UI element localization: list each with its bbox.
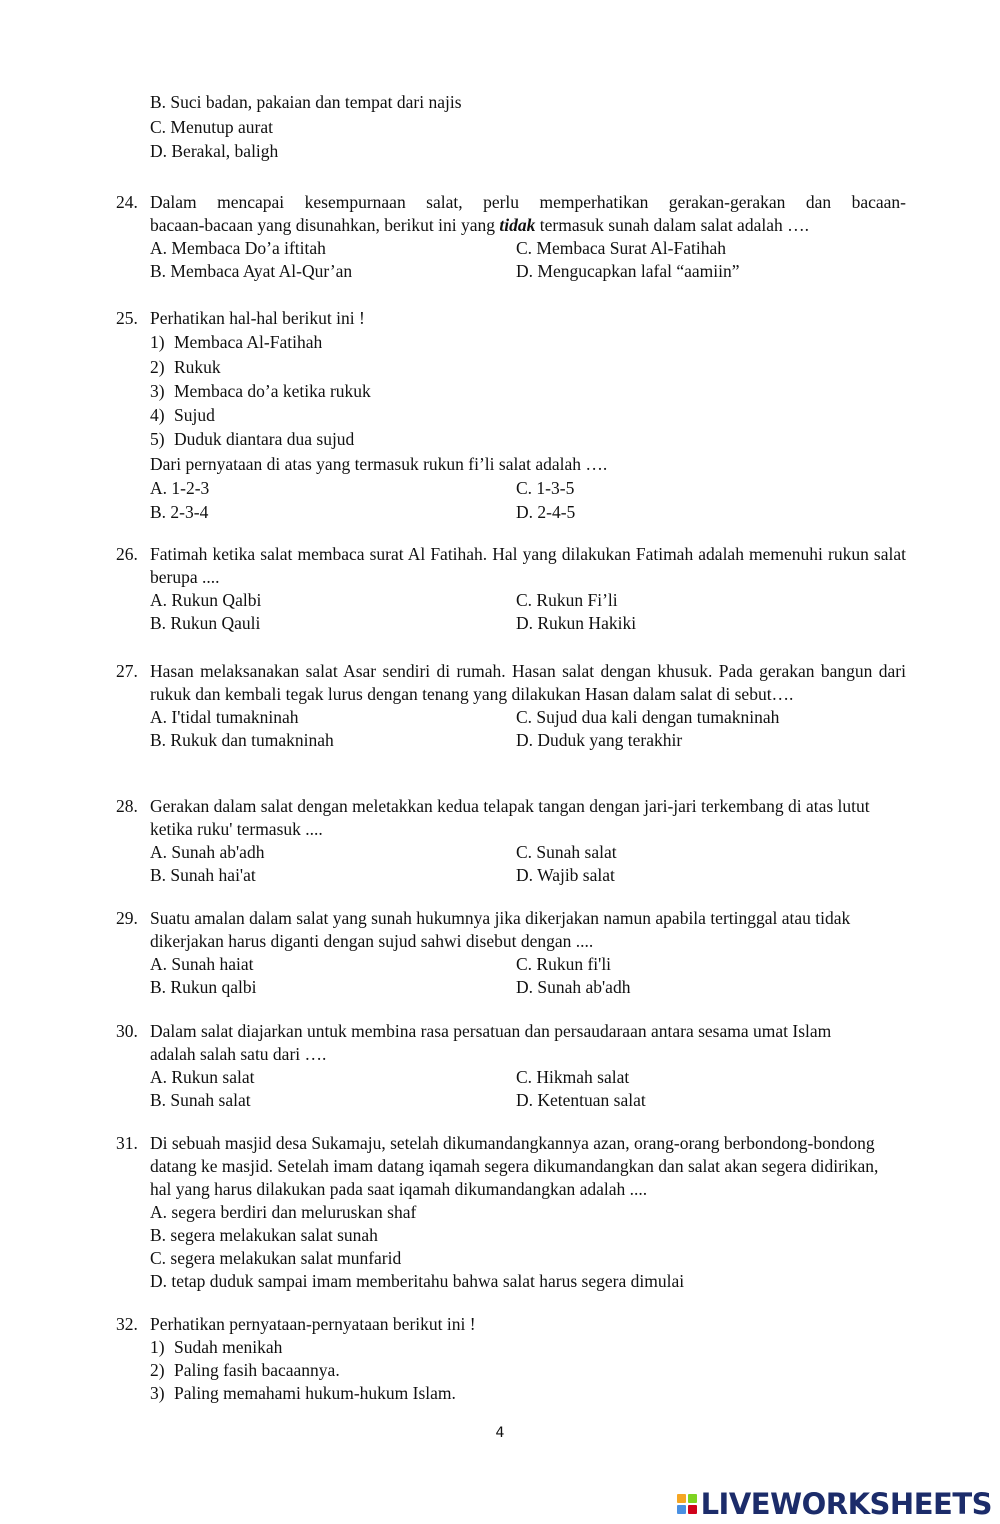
option-b: B. Rukun qalbi: [150, 977, 257, 997]
option-c: C. Sujud dua kali dengan tumakninah: [516, 707, 780, 727]
question-27: [116, 660, 906, 752]
option-a: A. Membaca Do’a iftitah: [150, 238, 326, 258]
option-a: A. segera berdiri dan meluruskan shaf: [150, 1202, 417, 1222]
question-stem: Fatimah ketika salat membaca surat Al Fatihah. Hal yang dilakukan Fatimah adalah memenuhi rukun salat berupa ....: [150, 544, 906, 587]
option-c: C. Menutup aurat: [150, 116, 273, 137]
option-a: A. Rukun Qalbi: [150, 590, 262, 610]
question-24: [116, 191, 906, 283]
option-c: C. segera melakukan salat munfarid: [150, 1248, 402, 1268]
question-number: 28.: [116, 796, 138, 816]
option-d: D. Duduk yang terakhir: [516, 730, 683, 750]
item-text: Membaca Al-Fatihah: [174, 332, 323, 353]
question-stem: Suatu amalan dalam salat yang sunah hukumnya jika dikerjakan namun apabila tertinggal atau tidak dikerjakan harus diganti dengan sujud sahwi disebut dengan ....: [150, 908, 851, 951]
list-item: [150, 355, 906, 379]
question-stem-line-1: Dalam mencapai kesempurnaan salat, perlu memperhatikan gerakan-gerakan dan bacaan-: [150, 192, 906, 212]
liveworksheets-logo-icon: [677, 1494, 697, 1514]
option-d: D. Mengucapkan lafal “aamiin”: [516, 261, 740, 281]
question-number: 29.: [116, 908, 138, 928]
option-d: D. Rukun Hakiki: [516, 613, 637, 633]
question-number: 26.: [116, 544, 138, 564]
question-stem: Di sebuah masjid desa Sukamaju, setelah dikumandangkannya azan, orang-orang berbondong-bondong datang ke masjid. Setelah imam datang iqamah segera dikumandangkan dan salat akan segera didirikan, hal yang harus dilakukan pada saat iqamah dikumandangkan adalah ....: [150, 1133, 879, 1199]
list-item: [150, 1382, 906, 1405]
item-text: Duduk diantara dua sujud: [174, 429, 355, 450]
page-number: 4: [495, 1425, 505, 1441]
question-number: 25.: [116, 308, 138, 328]
question-29: [116, 907, 906, 999]
question-28: [116, 795, 906, 887]
item-number: 3): [150, 380, 165, 401]
list-item: [150, 330, 906, 354]
stem-text: termasuk sunah dalam salat adalah ….: [539, 215, 809, 235]
item-text: Paling memahami hukum-hukum Islam.: [174, 1383, 456, 1403]
option-a: A. 1-2-3: [150, 478, 210, 499]
option-a: A. Sunah haiat: [150, 954, 254, 974]
question-number: 24.: [116, 192, 138, 212]
option-d: D. Ketentuan salat: [516, 1090, 646, 1110]
option-a: A. I'tidal tumakninah: [150, 707, 299, 727]
option-b: B. segera melakukan salat sunah: [150, 1225, 378, 1245]
question-stem: Hasan melaksanakan salat Asar sendiri di rumah. Hasan salat dengan khusuk. Pada gerakan bangun dari rukuk dan kembali tegak lurus dengan tenang yang dilakukan Hasan dalam salat di sebut….: [150, 661, 906, 704]
item-text: Sudah menikah: [174, 1337, 283, 1357]
question-30: [116, 1020, 906, 1112]
option-c: C. Hikmah salat: [516, 1067, 630, 1087]
question-number: 27.: [116, 661, 138, 681]
item-text: Sujud: [174, 405, 215, 426]
item-text: Paling fasih bacaannya.: [174, 1360, 340, 1380]
option-d: D. Berakal, baligh: [150, 141, 279, 161]
option-d: D. tetap duduk sampai imam memberitahu bahwa salat harus segera dimulai: [150, 1271, 685, 1291]
question-stem: Perhatikan pernyataan-pernyataan berikut ini !: [150, 1314, 476, 1334]
question-stem: Perhatikan hal-hal berikut ini !: [150, 308, 365, 328]
question-26: [116, 543, 906, 635]
item-text: Membaca do’a ketika rukuk: [174, 380, 371, 401]
option-d: D. 2-4-5: [516, 502, 576, 523]
question-31: [116, 1132, 906, 1293]
option-b: B. Sunah hai'at: [150, 865, 256, 885]
list-item: [150, 379, 906, 403]
option-a: A. Rukun salat: [150, 1067, 255, 1087]
option-a: A. Sunah ab'adh: [150, 842, 265, 862]
option-c: C. Membaca Surat Al-Fatihah: [516, 238, 726, 258]
question-stem-line-2: [150, 214, 906, 237]
previous-question-options: [150, 91, 462, 165]
question-follow-up: Dari pernyataan di atas yang termasuk rukun fi’li salat adalah ….: [150, 453, 608, 474]
item-number: 2): [150, 1360, 165, 1380]
item-number: 3): [150, 1383, 165, 1403]
list-item: [150, 1359, 906, 1382]
option-c: C. Rukun Fi’li: [516, 590, 618, 610]
stem-emphasis: tidak: [499, 215, 536, 235]
option-b: B. Rukun Qauli: [150, 613, 261, 633]
option-b: B. Sunah salat: [150, 1090, 251, 1110]
option-b: B. Membaca Ayat Al-Qur’an: [150, 261, 353, 281]
option-c: C. 1-3-5: [516, 478, 575, 499]
question-32: [116, 1313, 906, 1405]
brand-name: LIVEWORKSHEETS: [700, 1487, 992, 1521]
option-b: B. 2-3-4: [150, 502, 209, 523]
list-item: [150, 427, 906, 451]
list-item: [150, 1336, 906, 1359]
question-stem: Gerakan dalam salat dengan meletakkan kedua telapak tangan dengan jari-jari terkembang di atas lutut ketika ruku' termasuk ....: [150, 796, 870, 839]
option-b: B. Suci badan, pakaian dan tempat dari najis: [150, 92, 462, 112]
item-text: Rukuk: [174, 356, 221, 377]
liveworksheets-brand[interactable]: [677, 1489, 992, 1519]
item-number: 1): [150, 332, 165, 353]
option-d: D. Wajib salat: [516, 865, 615, 885]
option-c: C. Rukun fi'li: [516, 954, 612, 974]
option-d: D. Sunah ab'adh: [516, 977, 631, 997]
question-25: [116, 306, 906, 525]
option-c: C. Sunah salat: [516, 842, 617, 862]
question-number: 30.: [116, 1021, 138, 1041]
item-number: 4): [150, 405, 165, 426]
question-stem: Dalam salat diajarkan untuk membina rasa persatuan dan persaudaraan antara sesama umat Islam adalah salah satu dari ….: [150, 1021, 832, 1064]
question-number: 32.: [116, 1314, 138, 1334]
item-number: 2): [150, 356, 165, 377]
stem-text: bacaan-bacaan yang disunahkan, berikut ini yang: [150, 215, 496, 235]
item-number: 1): [150, 1337, 165, 1357]
question-number: 31.: [116, 1133, 138, 1153]
list-item: [150, 403, 906, 427]
option-b: B. Rukuk dan tumakninah: [150, 730, 334, 750]
item-number: 5): [150, 429, 165, 450]
